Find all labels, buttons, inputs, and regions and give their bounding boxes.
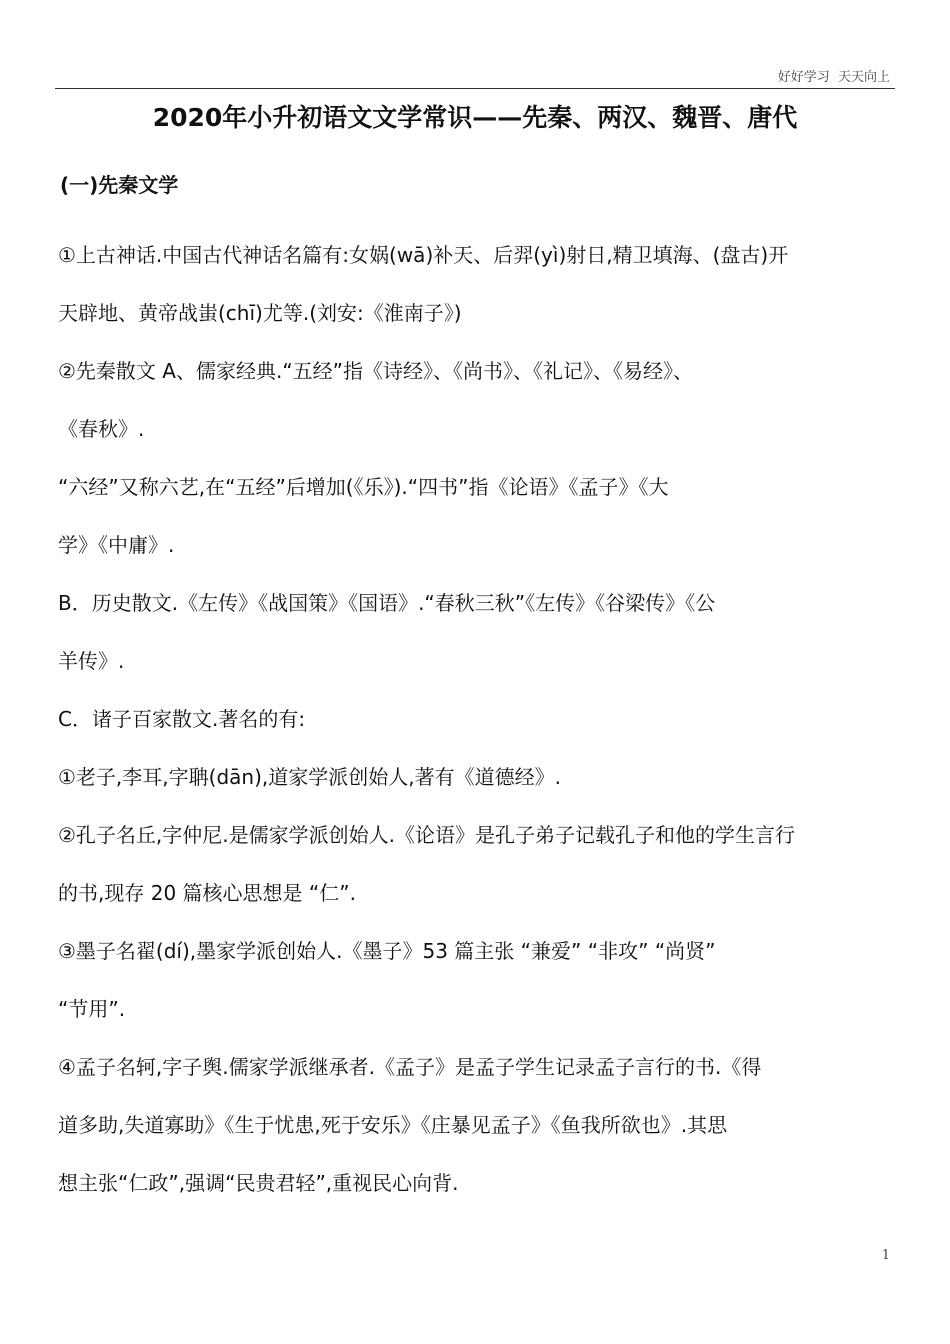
text-line: ④孟子名轲,字子舆.儒家学派继承者.《孟子》是孟子学生记录孟子言行的书.《得 bbox=[58, 1055, 762, 1079]
header-divider bbox=[55, 88, 895, 89]
text-line: 想主张“仁政”,强调“民贵君轻”,重视民心向背. bbox=[58, 1171, 459, 1195]
text-line: 羊传》. bbox=[58, 649, 125, 673]
text-line: “六经”又称六艺,在“五经”后增加(《乐》).“四书”指《论语》《孟子》《大 bbox=[58, 475, 669, 499]
body-text bbox=[58, 226, 888, 1212]
text-line: 学》《中庸》. bbox=[58, 533, 175, 557]
text-line: “节用”. bbox=[58, 997, 126, 1021]
text-line: ②孔子名丘,字仲尼.是儒家学派创始人.《论语》是孔子弟子记载孔子和他的学生言行 bbox=[58, 823, 796, 847]
text-line: ①上古神话.中国古代神话名篇有:女娲(wā)补天、后羿(yì)射日,精卫填海、(盘古)开 bbox=[58, 243, 789, 267]
text-line: 《春秋》. bbox=[58, 417, 145, 441]
text-line: 天辟地、黄帝战蚩(chī)尤等.(刘安:《淮南子》) bbox=[58, 301, 462, 325]
text-line: B．历史散文.《左传》《战国策》《国语》.“春秋三秋”《左传》《谷梁传》《公 bbox=[58, 591, 716, 615]
text-line: ②先秦散文 A、儒家经典.“五经”指《诗经》、《尚书》、《礼记》、《易经》、 bbox=[58, 359, 694, 383]
text-line: ③墨子名翟(dí),墨家学派创始人.《墨子》53 篇主张 “兼爱” “非攻” “尚贤” bbox=[58, 939, 716, 963]
text-line: 道多助,失道寡助》《生于忧患,死于安乐》《庄暴见孟子》《鱼我所欲也》.其思 bbox=[58, 1113, 728, 1137]
document-title: 2020年小升初语文文学常识——先秦、两汉、魏晋、唐代 bbox=[152, 103, 798, 132]
text-line: ①老子,李耳,字聃(dān),道家学派创始人,著有《道德经》. bbox=[58, 765, 561, 789]
text-line: C．诸子百家散文.著名的有: bbox=[58, 707, 306, 731]
running-header: 好好学习 天天向上 bbox=[777, 70, 890, 85]
text-line: 的书,现存 20 篇核心思想是 “仁”. bbox=[58, 881, 356, 905]
section-heading: (一)先秦文学 bbox=[60, 173, 179, 197]
page-number: 1 bbox=[881, 1248, 890, 1263]
